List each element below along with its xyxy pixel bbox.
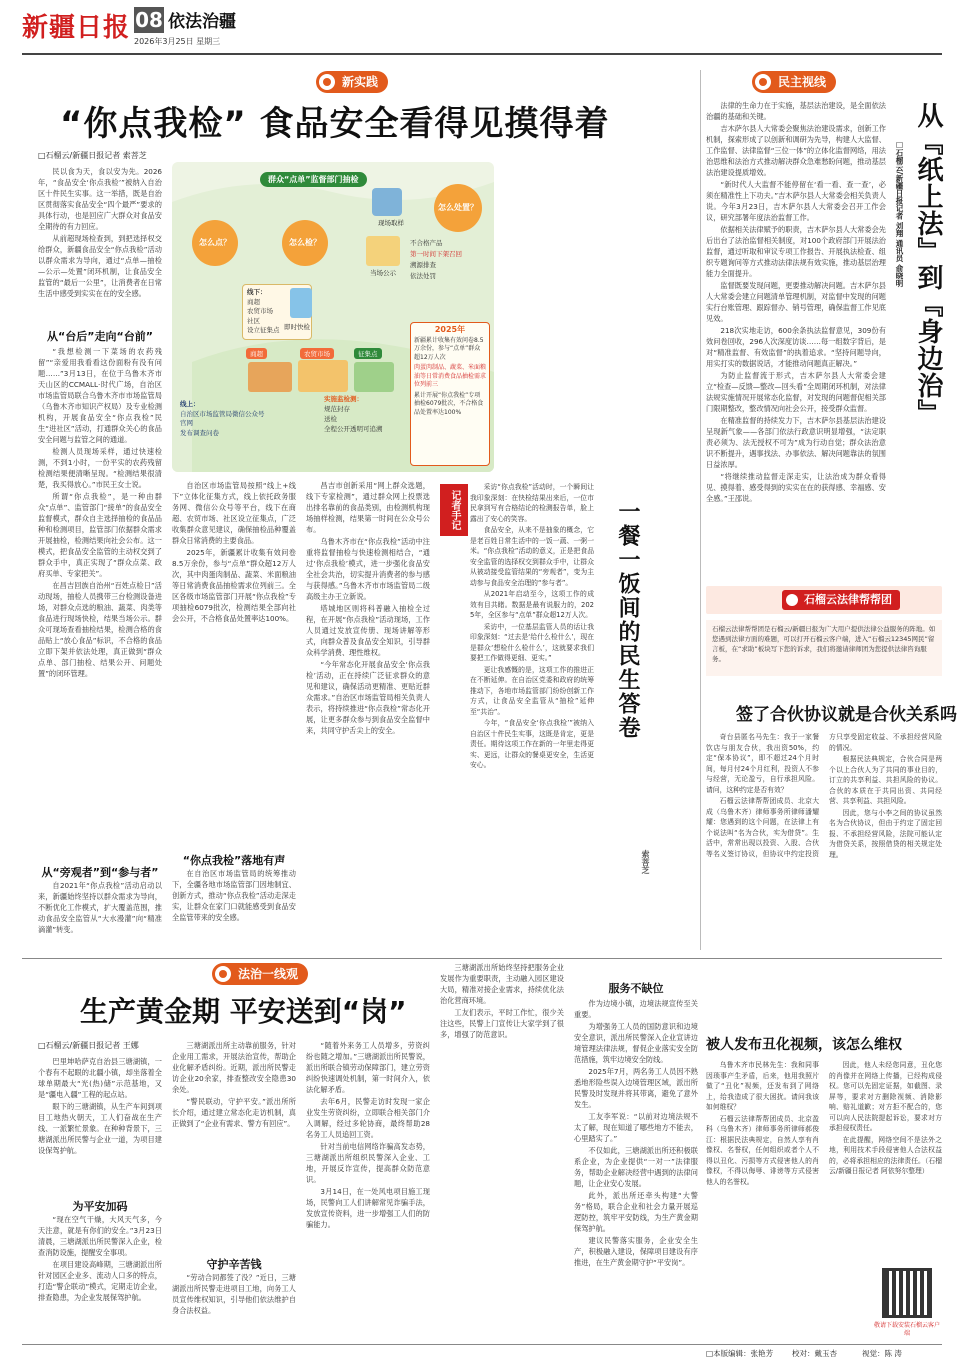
offline-item: 商超 [247, 297, 260, 306]
paragraph: 工友们表示，平时工作忙，很少关注这些，民警上门宣传让大家学到了很多，增强了防范意识。 [440, 1008, 564, 1039]
paragraph: 更让我感慨的是，这项工作的推进正在不断延伸。在自治区党委和政府的统筹推动下，各地市场监管部门纷纷创新工作方式，让食品安全监管从“抽检”延伸至“共治”。 [470, 665, 594, 716]
paragraph: “随着外来务工人员增多，劳资纠纷也随之增加。”三塘湖派出所民警说，派出所联合镇劳动保障部门，建立劳资纠纷快速调处机制，第一时间介入，依法化解矛盾。 [306, 1041, 430, 1094]
article1-body-2b [172, 480, 296, 854]
paragraph: 此外，派出所还牵头构建“大警务”格局，联合企业和社会力量开展巡逻防控，筑牢平安防线，为生产黄金期保驾护航。 [574, 1191, 698, 1233]
paragraph: “劳动合同都签了没？”近日，三塘湖派出所民警走进项目工地，向务工人员宣传维权知识，引导他们依法维护自身合法权益。 [172, 1273, 296, 1315]
article2-body [706, 100, 886, 580]
infographic-panel [172, 162, 494, 472]
badge-icon [319, 74, 335, 90]
paragraph: 乌鲁木齐市在“你点我检”活动中注重将监督抽检与快速检测相结合，“通过‘你点我检’模式，进一步强化食品安全社会共治，切实提升消费者的参与感与获得感。”乌鲁木齐市市场监管局二级高级主办王立新说。 [306, 537, 430, 601]
legal-q1-title: 签了合伙协议就是合伙关系吗 [736, 705, 957, 725]
paragraph: “警民联动，守护平安。”派出所所长介绍，通过建立常态化走访机制，真正做到了“企业有需求、警方有回应”。 [172, 1097, 296, 1128]
paragraph: “我想检测一下菜场的农药残留”“亲爱用我看看这份面粉有没有问题……”3月13日，在位于乌鲁木齐市天山区的CCMALL·时代广场，自治区市场监管局联合乌鲁木齐市市场监管局（乌鲁木齐市知识产权局）及专业检测机构，开展食品安全“你点我检”民生“进社区”活动，打通群众关心的食品安全问题与监管之间的通道。 [38, 347, 162, 444]
badge-icon [755, 74, 771, 90]
question-bubble-3 [434, 184, 482, 232]
paragraph: 工友李军说：“以前对边境法规不太了解，现在知道了哪些地方不能去，心里踏实了。” [574, 1112, 698, 1143]
article1-subhead-2: 从“旁观者”到“参与者” [41, 866, 159, 879]
method-item: 全程公开透明可追溯 [324, 425, 383, 433]
paragraph: 为防止监督流于形式，吉木萨尔县人大常委会建立“检查—反馈—整改—回头看”全周期闭环机制，对法律法规实施情况开展常态化监督，对发现的问题督促相关部门限期整改，整改情况向社会公开，接受群众监督。 [706, 371, 886, 413]
place-tag-supermarket: 商超 [246, 348, 267, 359]
article1-body-3b [306, 480, 430, 946]
paragraph: 从2021年启动至今，这项工作的成效有目共睹。数据是最有说服力的，2025年，全区参与“点单”群众超12万人次。 [470, 590, 594, 619]
commentary-body [470, 482, 594, 946]
article1-body-2a [38, 880, 162, 946]
paragraph: 建议民警落实服务，企业安全生产，积极融入建设，保障项目建设有序推进，在生产黄金期守护“平安岗”。 [574, 1236, 698, 1267]
collection-booth-icon [354, 362, 394, 392]
paragraph: 2025年，新疆累计收集有效问卷8.5万余份，参与“点单”群众超12万人次，其中肉蛋肉制品、蔬菜、米面粮油等日常消费食品抽检需求位列前三。全区各级市场监管部门开展“你点我检”专项抽检6079批次，检测结果全部向社会公开，不合格食品处置率达100%。 [172, 548, 296, 623]
offline-item: 设立征集点 [247, 326, 280, 334]
article1-byline: □石榴云/新疆日报记者 索菩芝 [38, 151, 147, 160]
online-title: 线上： [180, 400, 200, 408]
paragraph: 针对当前电信网络诈骗高发态势，三塘湖派出所组织民警深入企业、工地，开展反诈宣传，提高群众防范意识。 [306, 1142, 430, 1184]
bubble-label: 怎么处置？ [438, 203, 478, 212]
legal-q2-title: 被人发布丑化视频，该怎么维权 [706, 1037, 902, 1053]
badge-label: 法治一线观 [238, 967, 299, 981]
online-item: 官网 [180, 419, 193, 427]
infographic-title: 群众“点单”监督部门抽检 [260, 172, 367, 187]
handling-item: 不合格产品 [410, 239, 443, 247]
paragraph: 法律的生命力在于实施，基层法治建设，是全面依法治疆的基础和关键。 [706, 101, 886, 121]
article2-title: 从『纸上法』到『身边治』 [913, 102, 943, 426]
paragraph: 不仅如此，三塘湖派出所还积极联系企业，为企业提供“一对一”法律服务，帮助企业解决经营中遇到的法律问题，让企业安心发展。 [574, 1146, 698, 1188]
article1-body-3a [172, 868, 296, 946]
legal-help-intro [706, 620, 942, 676]
article3-body-6 [440, 962, 564, 1340]
paragraph: 监督既要发现问题，更要推动解决问题。吉木萨尔县人大常委会建立问题清单管理机制，对监督中发现的问题实行台账管理、跟踪督办、销号管理，确保监督工作见底见效。 [706, 281, 886, 323]
paragraph: 塔城地区则将科普融入抽检全过程，在开展“你点我检”活动现场，工作人员通过发放宣传册、现场讲解等形式，向群众普及食品安全知识，引导群众科学消费、理性维权。 [306, 604, 430, 657]
offline-title: 线下： [247, 288, 267, 296]
article3-body-7 [574, 998, 698, 1340]
article1-lead [38, 166, 162, 316]
paragraph: 吉木萨尔县人大常委会聚焦法治建设需求，创新工作机制，探索形成了以创新和调研为先导，构建人大监督、工作监督、法律监督“三位一体”的立体化监督网络，用法治思维和法治方式推动解决群众急难愁盼问题，推动基层法治建设提质增效。 [706, 124, 886, 177]
bubble-label: 怎么检？ [289, 238, 321, 247]
step-sampling: 现场取样 [378, 219, 404, 227]
section-badge-democracy [752, 71, 836, 93]
bubble-label: 怎么点？ [199, 238, 231, 247]
footer-proofreader: 校对：戴玉杏 [792, 1349, 837, 1358]
paragraph: 三塘湖派出所始终坚持把服务企业发展作为重要职责，主动融入园区建设大局，精准对接企业需求，持续优化法治化营商环境。 [440, 963, 564, 1005]
question-bubble-1 [192, 220, 238, 266]
paragraph: 从前超现场检查到，到把选择权交给群众，新疆食品安全“你点我检”活动以群众需求为导向，通过“点单—抽检—公示—处置”闭环机制，让食品安全监管的“最后一公里”，让消费者在日常生活中感受到实实在在的安全感。 [38, 234, 162, 298]
article2-byline: □石榴云/新疆日报记者 刘翔 通讯员 俞晓明 [895, 140, 904, 288]
place-tag-collection-point: 征集点 [354, 348, 382, 359]
paragraph: 奇台县匿名马先生：我于一家餐饮店与朋友合伙，我出资50%，约定“保本协议”，即不超过24个月时间，每月付24个月红利，投资人不参与经营，无论盈亏，自行承担风险。请问，这种约定是否有效？ [706, 733, 819, 794]
place-tag-market: 农贸市场 [300, 348, 334, 359]
section-name: 依法治疆 [168, 12, 236, 32]
method-item: 规范封存 [324, 405, 350, 413]
online-collection-box [180, 400, 284, 438]
paragraph: 为增强务工人员的国防意识和边境安全意识，派出所民警深入企业宣讲边境管理法律法规，督促企业落实安全防范措施，筑牢边境安全防线。 [574, 1022, 698, 1064]
article3-body-2 [38, 1214, 162, 1340]
step-public-notice: 当场公示 [370, 269, 396, 277]
paragraph: 乌鲁木齐市民林先生：我和同事因琐事产生矛盾，后来，他用我照片做了“丑化”视频，还发布到了网络上，给我造成了很大困扰。请问我该如何维权？ [706, 1061, 819, 1111]
paragraph: 2025年7月，两名务工人员因不熟悉地形险些误入边境管理区域，派出所民警及时发现并将其带离，避免了意外发生。 [574, 1067, 698, 1109]
paragraph: “今年常态化开展食品安全‘你点我检’活动，正在持续广泛征求群众的意见和建议，确保活动更精准、更贴近群众需求。”自治区市场监管局相关负责人表示，将持续推进“你点我检”常态化开展，让更多群众参与到食品安全监督中来，共同守护舌尖上的安全。 [306, 660, 430, 735]
article3-body-3 [172, 1040, 296, 1250]
stats-year: 2025年 [434, 325, 466, 334]
article3-subhead-2: 守护辛苦钱 [206, 1258, 262, 1271]
commentary-tag [440, 484, 468, 536]
qr-caption: 敬请下载安装石榴云客户端 [874, 1322, 941, 1337]
paragraph: “新时代人大监督不能停留在‘看一看、查一查’，必须在精准性上下功夫。”吉木萨尔县人大常委会相关负责人说。今年3月23日，吉木萨尔县人大常委会召开工作会议，研究部署年度法治监督工作。 [706, 180, 886, 222]
issue-date: 2026年3月25日 星期三 [134, 37, 221, 46]
stats-box [410, 322, 490, 466]
section-divider [22, 958, 942, 959]
article3-subhead-3: 服务不缺位 [608, 982, 664, 995]
section-badge-new-practice [316, 71, 388, 93]
market-building-icon [248, 362, 292, 392]
paragraph: 巴里坤哈萨克自治县三塘湖镇，一个春有不起眼的北疆小镇，却坐落着全球单期最大“光(热)储”示范基地，又是“疆电入疆”工程的起点站。 [38, 1057, 162, 1099]
article3-title: 生产黄金期 平安送到“岗” [80, 995, 407, 1028]
lab-equipment-icon [372, 188, 402, 216]
paragraph: 在精准监督的持续发力下，吉木萨尔县基层法治建设呈现新气象——各部门依法行政意识明显增强，“法定职责必须为、法无授权不可为”成为行动自觉；群众法治意识不断提升，遇事找法、办事依法、解决问题靠法的氛围日益浓厚。 [706, 416, 886, 469]
paragraph: 石榴云法律帮帮团成员、北京盈科（乌鲁木齐）律师事务所律师郝俊江：根据民法典规定，自然人享有肖像权、名誉权，任何组织或者个人不得以丑化、污损等方式侵害他人的肖像权，不得以侮辱、诽谤等方式侵害他人的名誉权。 [706, 1114, 819, 1186]
legal-q1-body [706, 732, 942, 946]
commentary-title: 一餐一饭间的民生答卷 [615, 500, 640, 740]
stats-item: 肉蛋肉制品、蔬菜、米面粮油等日常消费食品抽检需求位列前三 [414, 364, 487, 388]
footer-divider [22, 1344, 942, 1345]
paragraph: 眼下的三塘湖镇，从生产车间到项目工地热火朝天，工人们奋战在生产线、一派繁忙景象。在种种背景下，三塘湖派出所民警与企业一道，为项目建设保驾护航。 [38, 1102, 162, 1155]
paragraph: 在昌吉回族自治州“百姓点检日”活动现场，抽检人员携带三台检测设备进场，对群众点选的粮油、蔬菜、肉类等食品进行现场快检，结果当场公示。群众可现场查看抽检结果，检测合格的食品贴上“放心食品”标识，不合格的食品立即下架并依法处理，真正做到“群众点单、部门抽检、结果公开、问题处置”的闭环管理。 [38, 581, 162, 678]
handling-item: 溯源排查 [410, 261, 436, 269]
paragraph: 在此提醒，网络空间不是法外之地，利用技术手段侵害他人合法权益的，必将承担相应的法律责任。（石榴云/新疆日报记者 阿依努尔整理） [829, 1135, 942, 1175]
paragraph: 因此，他人未经您同意，丑化您的肖像并在网络上传播，已经构成侵权。您可以先固定证据，如截图、录屏等，要求对方删除视频、消除影响、赔礼道歉；对方拒不配合的，您可以向人民法院提起诉讼，要求对方承担侵权责任。 [829, 1061, 942, 1132]
stats-item: 新疆累计收集有效问卷8.5万余份，参与“点单”群众超12万人次 [414, 336, 484, 361]
paragraph: 检测人员现场采样，通过快速检测，不到1小时，一份平实的农药残留检测结果便清晰呈现。“检测结果很清楚，我买得放心。”市民王女士说。 [38, 447, 162, 489]
masthead-divider [22, 53, 942, 55]
paragraph: “将继续推动监督走深走实，让法治成为群众看得见、摸得着、感受得到的实实在在的获得感、幸福感、安全感。”王邵说。 [706, 472, 886, 503]
paragraph: 在项目建设高峰期，三塘湖派出所针对园区企业多、流动人口多的特点，打造“警企联动”模式，定期走访企业，排查隐患，为企业发展保驾护航。 [38, 1260, 162, 1302]
handling-box [410, 238, 490, 282]
paragraph: 去年6月，民警走访时发现一家企业发生劳资纠纷，立即联合相关部门介入调解，经过多轮协商，最终帮助28名务工人员追回工资。 [306, 1097, 430, 1139]
method-title: 实施监检测： [324, 395, 363, 403]
masthead [0, 0, 960, 46]
paragraph: 石榴云法律帮帮团成员、北京大成（乌鲁木齐）律师事务所律师潘耀耀：您遇到的这个问题，在法律上有个说法叫“名为合伙，实为借贷”。生活中，常常出现以投资、入股、合伙等名义签订协议，但协议中约定投资方只享受固定收益、不承担经营风险的情况。 [706, 733, 942, 858]
paragraph: 昌吉市创新采用“网上群众选题，线下专家检测”，通过群众网上投票选出排名靠前的食品类别，由检测机构现场抽样检测，结果第一时间在公众号公布。 [306, 481, 430, 534]
footer-visual: 视觉：陈 涛 [862, 1349, 902, 1358]
article3-byline: □石榴云/新疆日报记者 王娜 [38, 1041, 139, 1050]
paragraph: 今年，“食品安全‘你点我检’”被纳入自治区十件民生实事，这既是肯定，更是责任。期待这项工作在新的一年里走得更实、更远，让群众的餐桌更安全，生活更安心。 [470, 719, 594, 769]
qr-code[interactable] [882, 1268, 932, 1318]
commentary-tag-label: 记者手记 [449, 490, 460, 530]
badge-icon [215, 966, 231, 982]
legal-help-badge-label: 石榴云法律帮帮团 [804, 593, 892, 606]
test-tube-icon [290, 288, 312, 318]
section-badge-law-frontline [212, 963, 308, 985]
step-rapid-test: 即时快检 [284, 323, 310, 331]
article1-subhead-1: 从“台后”走向“台前” [47, 330, 153, 343]
stats-item: 累计开展“你点我检”专项抽检6079批次，不合格食品处置率达100% [414, 391, 484, 416]
paragraph: 三塘湖派出所主动靠前服务，针对企业用工需求，开展法治宣传，帮助企业化解矛盾纠纷。近期，派出所民警走访企业20余家，排查整改安全隐患30余处。 [172, 1041, 296, 1094]
commentary-author: 索菩芝 [641, 850, 650, 874]
article3-body-4 [172, 1272, 296, 1340]
offline-item: 农贸市场 [247, 307, 273, 315]
handling-item: 依法处罚 [410, 272, 436, 280]
page-number: 08 [135, 8, 163, 32]
handling-item: 第一时间下架召回 [410, 250, 462, 258]
article3-subhead-1: 为平安加码 [72, 1200, 128, 1213]
paragraph: 采访中，一位基层监管人员的话让我印象深刻：“过去是‘给什么检什么’，现在是群众‘想检什么检什么’，这就要求我们要把工作做得更细、更实。” [470, 622, 594, 662]
footer-editor: □本版编辑：张艳芳 [706, 1349, 774, 1358]
paragraph: 依据相关法律赋予的职责，吉木萨尔县人大常委会先后出台了法治监督相关制度，对100个政府部门开展法治监督，通过听取和审议专项工作报告、开展执法检查、组织专题询问等方式推动法律法规有效实施，推动基层治理能力全面提升。 [706, 225, 886, 278]
paragraph: 自治区市场监管局按照“线上+线下”立体化征集方式，线上依托政务服务网、微信公众号等平台，线下在商超、农贸市场、社区设立征集点，广泛收集群众意见建议，确保抽检品种覆盖群众日常消费的主要食品。 [172, 481, 296, 545]
paragraph: 在自治区市场监管局的统筹推动下，全疆各地市场监管部门因地制宜、创新方式，推动“你点我检”活动走深走实，让群众在家门口就能感受到食品安全监管带来的安全感。 [172, 869, 296, 922]
question-bubble-2 [282, 220, 328, 266]
method-box [324, 394, 416, 434]
newspaper-logo: 新疆日报 [22, 13, 131, 43]
paragraph: 民以食为天，食以安为先。2026年，“食品安全‘你点我检’”被纳入自治区十件民生实事。这一举措，既是自治区贯彻落实食品安全“四个最严”要求的具体行动，也是回应广大群众对食品安全期待的有力回应。 [38, 167, 162, 231]
legal-help-logo-icon [786, 594, 798, 606]
paragraph: 作为边境小镇，边境法规宣传至关重要。 [574, 999, 698, 1019]
paragraph: 自2021年“你点我检”活动启动以来，新疆始终坚持以群众需求为导向，不断优化工作模式，扩大覆盖范围，推动食品安全监管从“大水漫灌”向“精准滴灌”转变。 [38, 881, 162, 934]
method-item: 送检 [324, 415, 337, 423]
article1-title: “你点我检” 食品安全看得见摸得着 [60, 104, 610, 144]
market-stall-icon [298, 360, 348, 392]
paragraph: 采访“你点我检”活动时，一个瞬间让我印象深刻：在快检结果出来后，一位市民拿到写有合格结论的检测报告单，脸上露出了安心的笑容。 [470, 483, 594, 523]
paragraph: “现在空气干燥，大风天气多，今天注意，就是有你们的安全。”3月23日清晨，三塘湖派出所民警深入企业，检查消防设施，提醒安全事项。 [38, 1215, 162, 1257]
online-item: 发布调查问卷 [180, 428, 219, 437]
notice-board-icon [366, 236, 400, 266]
paragraph: 食品安全，从来不是抽象的概念，它是老百姓日常生活中的一饭一蔬、一粥一米。“你点我检”活动的意义，正是把食品安全监管的选择权交到群众手中，让群众从被动接受监管结果的“旁观者”，变为主动参与食品安全治理的“参与者”。 [470, 526, 594, 587]
legal-help-banner [706, 586, 942, 614]
article1-body-1 [38, 346, 162, 854]
online-item: 自治区市场监管局微信公众号 [180, 409, 265, 418]
legal-help-intro-text: 石榴云法律帮帮团是石榴云/新疆日报为广大用户提供法律公益服务的阵地。如您遇到法律方面的难题，可以打开石榴云客户端，进入“石榴云12345网民”留言板，在“求助”板块写下您的诉求，我们将邀请律师团为您提供法律咨询服务。 [712, 625, 936, 663]
paragraph: 根据民法典规定，合伙合同是两个以上合伙人为了共同的事业目的，订立的共享利益、共担风险的协议。合伙的本质在于共同出资、共同经营、共享利益、共担风险。 [829, 755, 942, 805]
paragraph: 所谓“你点我检”，是一种由群众“点单”、监管部门“接单”的食品安全监督模式，群众自主选择抽检的食品品种和检测项目，监管部门依据群众需求开展抽检，检测结果向社会公布。这一模式，把食品安全监管的主动权交到了群众手中，真正实现了“群众点菜、政府买单、专家把关”。 [38, 492, 162, 578]
badge-label: 民主视线 [778, 75, 827, 89]
article1-subhead-3: “你点我检”落地有声 [182, 854, 286, 867]
column-divider [700, 70, 701, 950]
paragraph: 因此，您与小李之间的协议虽然名为合伙协议，但由于约定了固定回报、不承担经营风险，法院可能认定为借贷关系，按照借贷的相关规定处理。 [829, 808, 942, 859]
paragraph: 3月14日，在一处风电项目施工现场，民警向工人们讲解常见诈骗手法，发放宣传资料，进一步增强工人们的防骗能力。 [306, 1187, 430, 1229]
legal-help-badge [782, 590, 900, 610]
offline-item: 社区 [247, 316, 260, 325]
badge-label: 新实践 [342, 75, 379, 89]
paragraph: 218次实地走访，600余条执法监督意见，309份有效问卷回收，296人次深度访谈……每一组数字背后，是对“精准监督、有效监督”的执着追求。“坚持问题导向，用实打实的数据说话，才能推动问题真正解决。” [706, 326, 886, 368]
article3-body-5 [306, 1040, 430, 1340]
